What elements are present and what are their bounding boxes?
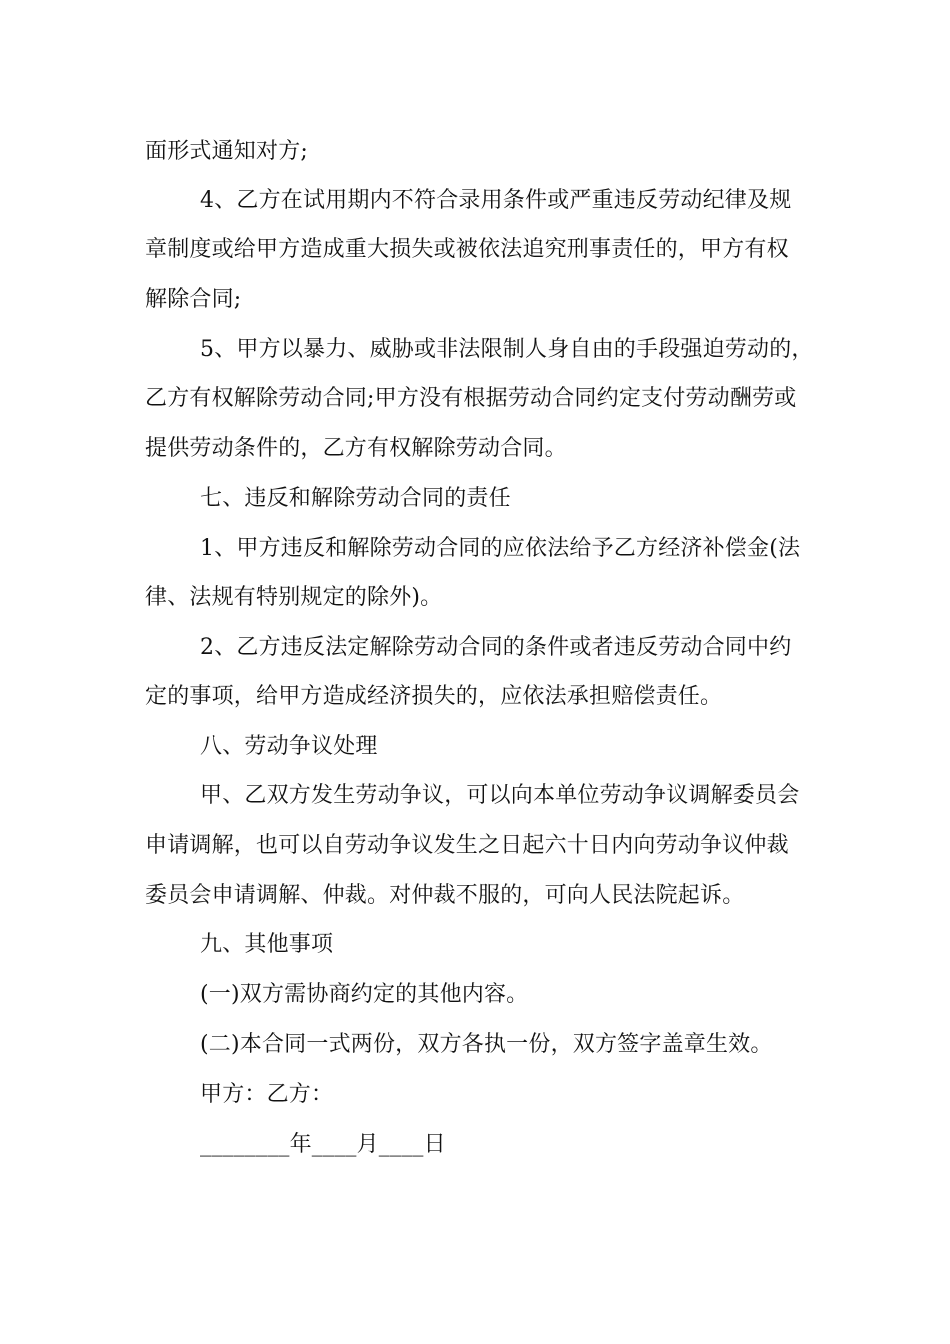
section-heading-7: 七、违反和解除劳动合同的责任 <box>200 486 511 511</box>
text-line: 申请调解，也可以自劳动争议发生之日起六十日内向劳动争议仲裁 <box>145 833 789 858</box>
clause-item-a: (一)双方需协商约定的其他内容。 <box>200 982 529 1007</box>
section-heading-9: 九、其他事项 <box>200 932 334 957</box>
date-line: ________年____月____日 <box>200 1132 446 1157</box>
clause-item-b: (二)本合同一式两份，双方各执一份，双方签字盖章生效。 <box>200 1032 773 1057</box>
clause-item-2: 2、乙方违反法定解除劳动合同的条件或者违反劳动合同中约 <box>200 635 792 660</box>
text-line: 提供劳动条件的，乙方有权解除劳动合同。 <box>145 436 567 461</box>
paragraph-start: 甲、乙双方发生劳动争议，可以向本单位劳动争议调解委员会 <box>200 783 800 808</box>
text-line: 章制度或给甲方造成重大损失或被依法追究刑事责任的，甲方有权 <box>145 237 789 262</box>
clause-item-4: 4、乙方在试用期内不符合录用条件或严重违反劳动纪律及规 <box>200 188 792 213</box>
text-line: 定的事项，给甲方造成经济损失的，应依法承担赔偿责任。 <box>145 684 723 709</box>
signature-parties: 甲方：乙方： <box>200 1082 334 1107</box>
text-line: 解除合同; <box>145 287 242 312</box>
text-line: 面形式通知对方; <box>145 139 309 164</box>
text-line: 乙方有权解除劳动合同;甲方没有根据劳动合同约定支付劳动酬劳或 <box>145 386 797 411</box>
text-line: 委员会申请调解、仲裁。对仲裁不服的，可向人民法院起诉。 <box>145 883 745 908</box>
text-line: 律、法规有特别规定的除外)。 <box>145 585 443 610</box>
clause-item-5: 5、甲方以暴力、威胁或非法限制人身自由的手段强迫劳动的， <box>200 337 814 362</box>
clause-item-1: 1、甲方违反和解除劳动合同的应依法给予乙方经济补偿金(法 <box>200 536 801 561</box>
section-heading-8: 八、劳动争议处理 <box>200 734 378 759</box>
